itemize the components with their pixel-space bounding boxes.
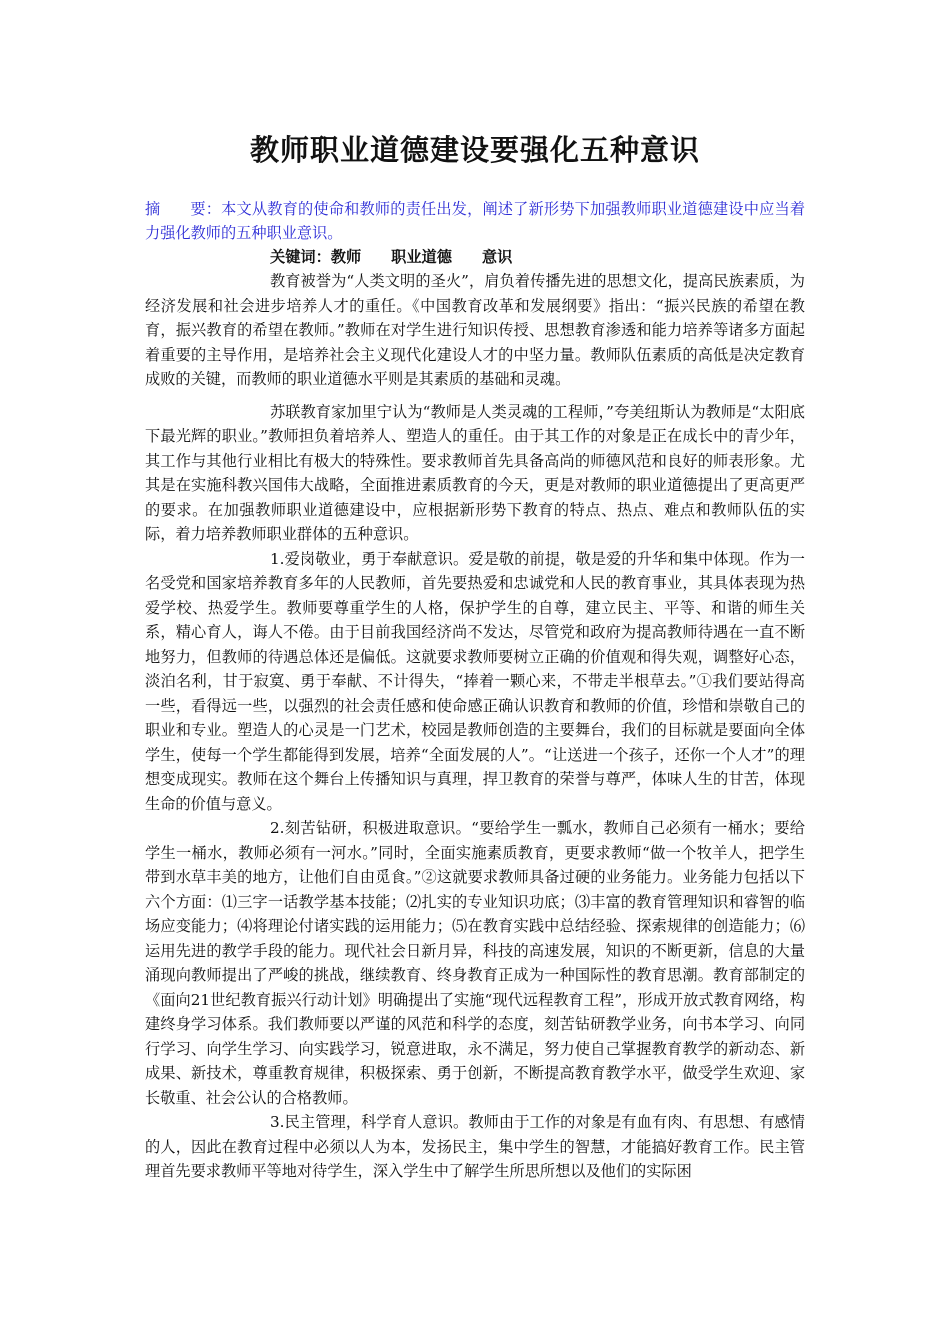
paragraph-point-2: 2.刻苦钻研，积极进取意识。“要给学生一瓢水，教师自己必须有一桶水；要给学生一桶水，教师必须有一河水。”同时，全面实施素质教育，更要求教师“做一个牧羊人，把学生带到水草丰美的地方，让他们自由觅食。”②这就要求教师具备过硬的业务能力。业务能力包括以下六个方面：⑴三字一话教学基本技能；⑵扎实的专业知识功底；⑶丰富的教育管理知识和睿智的临场应变能力；⑷将理论付诸实践的运用能力；⑸在教育实践中总结经验、探索规律的创造能力；⑹运用先进的教学手段的能力。现代社会日新月异，科技的高速发展，知识的不断更新，信息的大量涌现向教师提出了严峻的挑战，继续教育、终身教育正成为一种国际性的教育思潮。教育部制定的《面向21世纪教育振兴行动计划》明确提出了实施“现代远程教育工程”，形成开放式教育网络，构建终身学习体系。我们教师要以严谨的风范和科学的态度，刻苦钻研教学业务，向书本学习、向同行学习、向学生学习、向实践学习，锐意进取，永不满足，努力使自己掌握教育教学的新动态、新成果、新技术，尊重教育规律，积极探索、勇于创新，不断提高教育教学水平，做受学生欢迎、家长敬重、社会公认的合格教师。 [145,819,805,1107]
keywords-label: 关键词： [270,248,331,266]
keywords [270,245,512,269]
keyword-2: 职业道德 [391,248,452,266]
abstract [145,197,805,245]
paragraph-point-3: 3.民主管理，科学育人意识。教师由于工作的对象是有血有肉、有思想、有感情的人，因此在教育过程中必须以人为本，发扬民主，集中学生的智慧，才能搞好教育工作。民主管理首先要求教师平等地对待学生，深入学生中了解学生所思所想以及他们的实际困 [145,1113,805,1180]
keyword-3: 意识 [481,248,513,266]
paragraph-point-1: 1.爱岗敬业，勇于奉献意识。爱是敬的前提，敬是爱的升华和集中体现。作为一名受党和国家培养教育多年的人民教师，首先要热爱和忠诚党和人民的教育事业，其具体表现为热爱学校、热爱学生。教师要尊重学生的人格，保护学生的自尊，建立民主、平等、和谐的师生关系，精心育人，诲人不倦。由于目前我国经济尚不发达，尽管党和政府为提高教师待遇在一直不断地努力，但教师的待遇总体还是偏低。这就要求教师要树立正确的价值观和得失观，调整好心态，淡泊名利，甘于寂寞、勇于奉献、不计得失，“捧着一颗心来，不带走半根草去。”①我们要站得高一些，看得远一些，以强烈的社会责任感和使命感正确认识教育和教师的价值，珍惜和崇敬自己的职业和专业。塑造人的心灵是一门艺术，校园是教师创造的主要舞台，我们的目标就是要面向全体学生，使每一个学生都能得到发展，培养“全面发展的人”。“让送进一个孩子，还你一个人才”的理想变成现实。教师在这个舞台上传播知识与真理，捍卫教育的荣誉与尊严，体味人生的甘苦，体现生命的价值与意义。 [145,549,805,813]
paragraph-background: 苏联教育家加里宁认为“教师是人类灵魂的工程师，”夸美纽斯认为教师是“太阳底下最光辉的职业。”教师担负着培养人、塑造人的重任。由于其工作的对象是正在成长中的青少年，其工作与其他行业相比有极大的特殊性。要求教师首先具备高尚的师德风范和良好的师表形象。尤其是在实施科教兴国伟大战略，全面推进素质教育的今天，更是对教师的职业道德提出了更高更严的要求。在加强教师职业道德建设中，应根据新形势下教育的特点、热点、难点和教师队伍的实际，着力培养教师职业群体的五种意识。 [145,402,805,543]
body-text [145,269,805,1184]
document-title: 教师职业道德建设要强化五种意识 [249,133,700,167]
abstract-label: 摘 要： [145,200,222,218]
paragraph-intro: 教育被誉为“人类文明的圣火”，肩负着传播先进的思想文化，提高民族素质，为经济发展和社会进步培养人才的重任。《中国教育改革和发展纲要》指出：“振兴民族的希望在教育，振兴教育的希望在教师。”教师在对学生进行知识传授、思想教育渗透和能力培养等诸多方面起着重要的主导作用，是培养社会主义现代化建设人才的中坚力量。教师队伍素质的高低是决定教育成败的关键，而教师的职业道德水平则是其素质的基础和灵魂。 [145,272,805,388]
keyword-1: 教师 [330,248,362,266]
abstract-text: 本文从教育的使命和教师的责任出发，阐述了新形势下加强教师职业道德建设中应当着力强化教师的五种职业意识。 [145,200,806,242]
